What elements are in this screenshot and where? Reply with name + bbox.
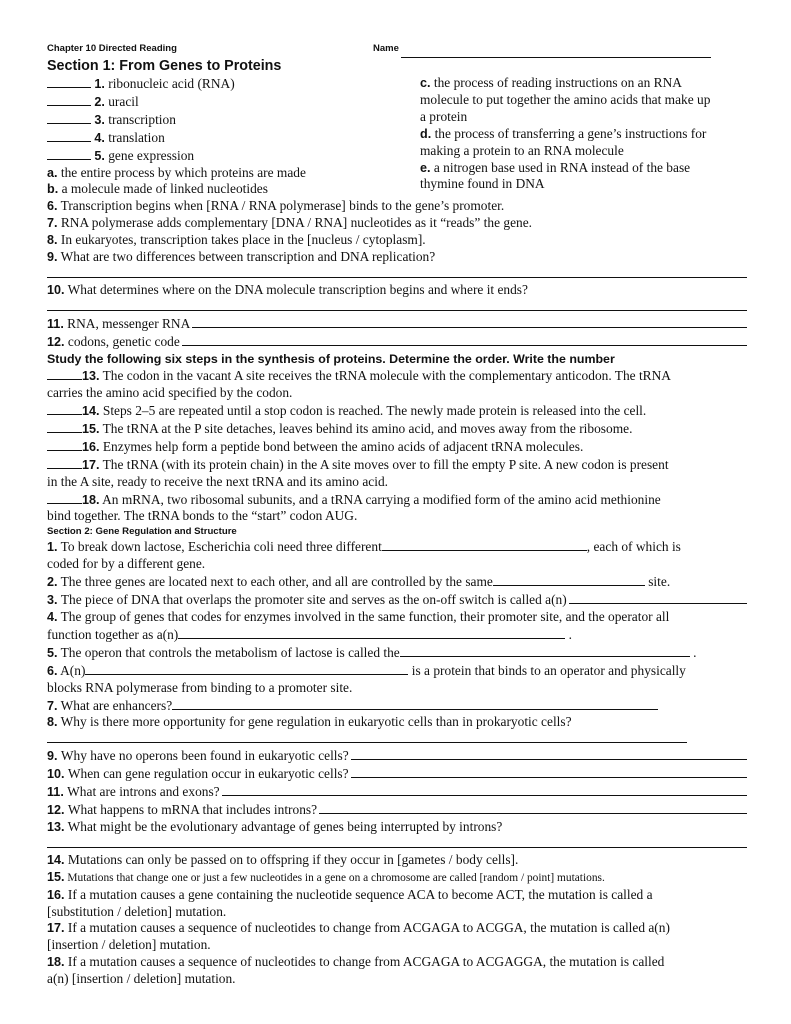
question-s2-10: 10. When can gene regulation occur in eukaryotic cells? — [47, 765, 747, 783]
question-s2-3: 3. The piece of DNA that overlaps the promoter site and serves as the on-off switch is called a(n) — [47, 591, 747, 609]
study-instructions: Study the following six steps in the synthesis of proteins. Determine the order. Write the number — [47, 351, 615, 366]
question-s2-9: 9. Why have no operons been found in eukaryotic cells? — [47, 747, 747, 765]
question-s1-8: 8. In eukaryotes, transcription takes place in the [nucleus / cytoplasm]. — [47, 232, 426, 248]
page-header — [47, 44, 747, 58]
term-1: 1. ribonucleic acid (RNA) — [47, 75, 420, 93]
definition-d: d. the process of transferring a gene’s instructions for — [420, 125, 707, 141]
term-4: 4. translation — [47, 129, 420, 147]
answer-line[interactable] — [47, 836, 747, 848]
matching-definitions: c. the process of reading instructions on an RNA molecule to put together the amino acids that make up a protein d. the process of transferring a gene’s instructions for making a protein to an RNA molecule e. a nitrogen base used in RNA instead of the base thymine found in DNA — [420, 75, 747, 198]
answer-blank[interactable] — [47, 438, 82, 451]
name-label: Name — [373, 43, 399, 55]
question-s2-5: 5. The operon that controls the metabolism of lactose is called the . — [47, 644, 697, 660]
answer-blank[interactable] — [47, 93, 91, 106]
matching-terms — [47, 75, 420, 198]
answer-blank[interactable] — [47, 367, 82, 380]
name-field[interactable] — [401, 47, 711, 58]
question-s2-11: 11. What are introns and exons? — [47, 783, 747, 801]
answer-blank[interactable] — [382, 538, 587, 551]
term-2: 2. uracil — [47, 93, 420, 111]
answer-blank[interactable] — [47, 402, 82, 415]
answer-blank[interactable] — [172, 697, 658, 710]
answer-line[interactable] — [351, 765, 747, 778]
question-s1-11: 11. RNA, messenger RNA — [47, 315, 747, 333]
question-s2-4: 4. The group of genes that codes for enzymes involved in the same function, their promoter site, and the operator all — [47, 608, 670, 624]
question-s2-6: 6. A(n) is a protein that binds to an operator and physically — [47, 662, 686, 678]
answer-blank[interactable] — [493, 573, 645, 586]
matching-block — [47, 75, 747, 198]
chapter-label: Chapter 10 Directed Reading — [47, 43, 177, 55]
question-s2-16: 16. If a mutation causes a gene containing the nucleotide sequence ACA to become ACT, the mutation is called a — [47, 886, 653, 902]
definition-e: e. a nitrogen base used in RNA instead of the base — [420, 159, 691, 175]
answer-blank[interactable] — [47, 491, 82, 504]
question-s2-14: 14. Mutations can only be passed on to offspring if they occur in [gametes / body cells]. — [47, 851, 519, 867]
question-s2-17: 17. If a mutation causes a sequence of nucleotides to change from ACGAGA to ACGGA, the mutation is called a(n) — [47, 920, 670, 936]
question-s1-14: 14. Steps 2–5 are repeated until a stop codon is reached. The newly made protein is released into the cell. — [47, 402, 747, 420]
question-s2-2: 2. The three genes are located next to each other, and all are controlled by the same site. — [47, 574, 671, 590]
answer-blank[interactable] — [47, 147, 91, 160]
definition-c: c. the process of reading instructions on an RNA — [420, 75, 682, 90]
worksheet-page: Chapter 10 Directed Reading Name Section 1: From Genes to Proteins 1. ribonucleic acid (RNA) 2. uracil 3. transcription 4. translation 5. gene expression a. the entire process by which proteins are made b. a molecule made of linked nucleotides c. the process of reading instructions on an RNA molecule to put together the amino acids that make up a protein d. the process of transferring a gene’s instructions for making a protein to an RNA molecule e. a nitrogen base used in RNA instead of the base thymine found in DNA 6. Transcription begins when [RNA / RNA polymerase] binds to the gene’s promoter. 7. RNA polymerase adds complementary [DNA / RNA] nucleotides as it “reads” the gene. 8. In eukaryotes, transcription takes place in the [nucleus / cytoplasm]. 9. What are two differences between transcription and DNA replication? 10. What determines where on the DNA molecule transcription begins and where it ends? 11. RNA, messenger RNA 12. codons, genetic code Study the following six steps in the synthesis of proteins. Determine the order. Write the number 13. The codon in the vacant A site receives the tRNA molecule with the complementary anticodon. The tRNA carries the amino acid specified by the codon. 14. Steps 2–5 are repeated until a stop codon is reached. The newly made protein is released into the cell. 15. The tRNA at the P site detaches, leaves behind its amino acid, and moves away from the ribosome. 16. Enzymes help form a peptide bond between the amino acids of adjacent tRNA molecules. 17. The tRNA (with its protein chain) in the A site moves over to fill the empty P site. A new codon is present in the A site, ready to receive the next tRNA and its amino acid. 18. An mRNA, two ribosomal subunits, and a tRNA carrying a modified form of the amino acid methionine bind together. The tRNA bonds to the “start” codon AUG. Section 2: Gene Regulation and Structure 1. To break down lactose, Escherichia coli need three different , each of which is coded for by a different gene. 2. The three genes are located next to each other, and all are controlled by the same site. 3. The piece of DNA that overlaps the promoter site and serves as the on-off switch is called a(n) 4. The group of genes that codes for enzymes involved in the same function, their promoter site, and the operator all function together as a(n) . 5. The operon that controls the metabolism of lactose is called the . 6. A(n) is a protein that binds to an operator and physically blocks RNA polymerase from binding to a promoter site. 7. What are enhancers? 8. Why is there more opportunity for gene regulation in eukaryotic cells than in prokaryotic cells? 9. Why have no operons been found in eukaryotic cells? 10. When can gene regulation occur in eukaryotic cells? 11. What are introns and exons? 12. What happens to mRNA that includes introns? 13. What might be the evolutionary advantage of genes being interrupted by introns? 14. Mutations can only be passed on to offspring if they occur in [gametes / body cells]. 15. Mutations that change one or just a few nucleotides in a gene on a chromosome are called [random / point] mutations. 16. If a mutation causes a gene containing the nucleotide sequence ACA to become ACT, the mutation is called a [substitution / deletion] mutation. 17. If a mutation causes a sequence of nucleotides to change from ACGAGA to ACGGA, the mutation is called a(n) [insertion / deletion] mutation. 18. If a mutation causes a sequence of nucleotides to change from ACGAGA to ACGAGGA, the mutation is called a(n) [insertion / deletion] mutation. — [47, 44, 747, 988]
question-s2-12: 12. What happens to mRNA that includes introns? — [47, 801, 747, 819]
question-s1-13: 13. The codon in the vacant A site receives the tRNA molecule with the complementary anticodon. The tRNA — [47, 367, 747, 385]
question-s1-18: 18. An mRNA, two ribosomal subunits, and a tRNA carrying a modified form of the amino acid methionine — [47, 491, 747, 509]
definition-b: b. a molecule made of linked nucleotides — [47, 181, 268, 197]
question-s1-12: 12. codons, genetic code — [47, 333, 747, 351]
answer-line[interactable] — [47, 731, 687, 743]
question-s1-9: 9. What are two differences between transcription and DNA replication? — [47, 249, 436, 265]
question-s2-18: 18. If a mutation causes a sequence of nucleotides to change from ACGAGA to ACGAGGA, the mutation is called — [47, 954, 665, 970]
answer-line[interactable] — [192, 315, 747, 328]
answer-blank[interactable] — [47, 129, 91, 142]
term-5: 5. gene expression — [47, 147, 420, 165]
answer-line[interactable] — [319, 801, 747, 814]
answer-blank[interactable] — [85, 662, 408, 675]
answer-blank[interactable] — [178, 626, 565, 639]
answer-line[interactable] — [47, 266, 747, 278]
question-s1-17: 17. The tRNA (with its protein chain) in the A site moves over to fill the empty P site. A new codon is present — [47, 456, 747, 474]
question-s2-8: 8. Why is there more opportunity for gene regulation in eukaryotic cells than in prokaryotic cells? — [47, 714, 572, 730]
answer-blank[interactable] — [47, 456, 82, 469]
question-s2-15: 15. Mutations that change one or just a few nucleotides in a gene on a chromosome are called [random / point] mutations. — [47, 869, 605, 884]
answer-line[interactable] — [47, 299, 747, 311]
question-s1-10: 10. What determines where on the DNA molecule transcription begins and where it ends? — [47, 281, 528, 297]
question-s2-7: 7. What are enhancers? — [47, 697, 747, 715]
question-s2-13: 13. What might be the evolutionary advantage of genes being interrupted by introns? — [47, 818, 503, 834]
answer-blank[interactable] — [400, 644, 690, 657]
answer-line[interactable] — [351, 747, 747, 760]
question-s1-15: 15. The tRNA at the P site detaches, leaves behind its amino acid, and moves away from the ribosome. — [47, 420, 747, 438]
answer-line[interactable] — [182, 333, 747, 346]
answer-line[interactable] — [222, 783, 747, 796]
section1-title: Section 1: From Genes to Proteins — [47, 58, 282, 74]
term-3: 3. transcription — [47, 111, 420, 129]
answer-blank[interactable] — [47, 75, 91, 88]
section2-title: Section 2: Gene Regulation and Structure — [47, 526, 237, 538]
question-s1-16: 16. Enzymes help form a peptide bond between the amino acids of adjacent tRNA molecules. — [47, 438, 747, 456]
question-s2-1: 1. To break down lactose, Escherichia coli need three different , each of which is — [47, 539, 681, 555]
definition-a: a. the entire process by which proteins are made — [47, 164, 306, 180]
answer-line[interactable] — [569, 591, 747, 604]
question-s1-6: 6. Transcription begins when [RNA / RNA polymerase] binds to the gene’s promoter. — [47, 198, 505, 214]
answer-blank[interactable] — [47, 420, 82, 433]
answer-blank[interactable] — [47, 111, 91, 124]
question-s1-7: 7. RNA polymerase adds complementary [DNA / RNA] nucleotides as it “reads” the gene. — [47, 215, 533, 231]
